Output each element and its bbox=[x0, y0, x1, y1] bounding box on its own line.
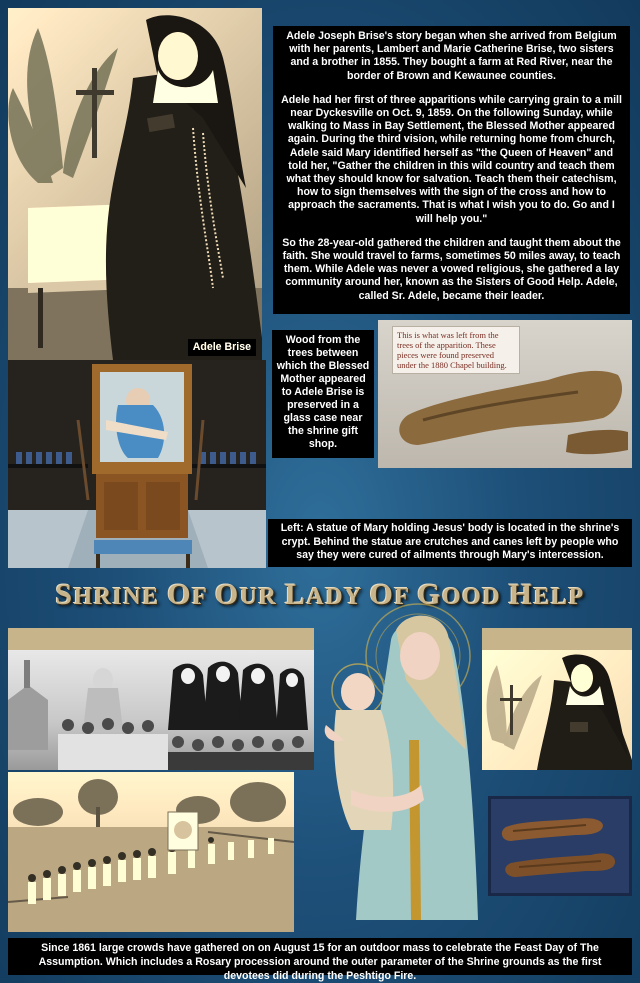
intro-paragraph-1: Adele Joseph Brise's story began when she arrived from Belgium with her parents, Lambert and Marie Catherine Brise, two sisters and a brother in 1855. They bought a farm at Red River, near the border of Brown and Kewaunee counties. bbox=[286, 30, 617, 82]
title-w4-initial: L bbox=[284, 578, 307, 611]
title-w2-rest: F bbox=[192, 584, 208, 610]
title-w2-initial: O bbox=[167, 578, 193, 611]
procession-illustration bbox=[8, 772, 294, 932]
intro-paragraph-3: So the 28-year-old gathered the children and taught them about the faith. She would travel to farms, sometimes 50 miles away, to teach them. While Adele was never a vowed religious, she gathered a lay community around her, known as the Sisters of Good Help. Adele, called Sr. Adele, became their leader. bbox=[282, 236, 621, 302]
portrait-caption: Adele Brise bbox=[188, 339, 256, 356]
assumption-feast-caption: Since 1861 large crowds have gathered on on August 15 for an outdoor mass to celebrate the Feast Day of The Assumption. Which includes a Rosary procession around the outer parameter of the Shrine grounds as the first devotees did during the Peshtigo Fire. bbox=[8, 938, 632, 975]
title-w5-initial: O bbox=[369, 578, 395, 611]
title-w7-rest: ELP bbox=[533, 584, 585, 610]
tan-band-left bbox=[8, 628, 314, 650]
tan-band-right bbox=[482, 628, 632, 650]
children-illustration bbox=[8, 650, 314, 770]
title-w1-rest: HRINE bbox=[73, 584, 160, 610]
statue-caption: Left: A statue of Mary holding Jesus' body is located in the shrine's crypt. Behind the statue are crutches and canes left by people who say they were cured of ailments through Mary's intercession. bbox=[268, 519, 632, 567]
madonna-and-child-statue bbox=[296, 600, 486, 930]
intro-paragraph-2: Adele had her first of three apparitions while carrying grain to a mill near Dyckesville on Oct. 9, 1859. On the following Sunday, while walking to Mass in Bay Settlement, the Blessed Mother appeared again. During the third vision, while returning home from church, Adele said Mary identified herself as "the Queen of Heaven" and told her, "Gather the children in this wild country and teach them what they should know for salvation. Teach them their catechism, how to sign themselves with the sign of the cross and how to approach the sacraments. That is what I wish you to do. Go and I will help you." bbox=[281, 93, 622, 225]
wood-caption: Wood from the trees between which the Blessed Mother appeared to Adele Brise is preserved in a glass case near the shrine gift shop. bbox=[272, 330, 374, 458]
title-w7-initial: H bbox=[508, 578, 534, 611]
wood-pieces-illustration bbox=[491, 799, 629, 893]
adele-brise-portrait bbox=[8, 8, 262, 360]
title-w3-initial: O bbox=[214, 578, 240, 611]
portrait-illustration bbox=[8, 8, 262, 360]
title-w4-rest: ADY bbox=[306, 584, 362, 610]
pieta-illustration bbox=[8, 360, 266, 568]
intro-text-block bbox=[273, 26, 630, 314]
pieta-statue-photo bbox=[8, 360, 266, 568]
children-group-photo bbox=[8, 650, 314, 770]
wood-relic-sign: This is what was left from the trees of the apparition. These pieces were found preserved under the 1880 Chapel building. bbox=[392, 326, 520, 374]
madonna-illustration bbox=[296, 600, 486, 930]
wood-pieces-photo bbox=[488, 796, 632, 896]
wood-relic-photo bbox=[378, 320, 632, 468]
title-w6-initial: G bbox=[417, 578, 442, 611]
adele-brise-portrait-small bbox=[482, 650, 632, 770]
title-w1-initial: S bbox=[55, 578, 74, 611]
portrait-small-illustration bbox=[482, 650, 632, 770]
procession-photo bbox=[8, 772, 294, 932]
title-w6-rest: OOD bbox=[441, 584, 502, 610]
title-w5-rest: F bbox=[394, 584, 410, 610]
title-w3-rest: UR bbox=[239, 584, 278, 610]
